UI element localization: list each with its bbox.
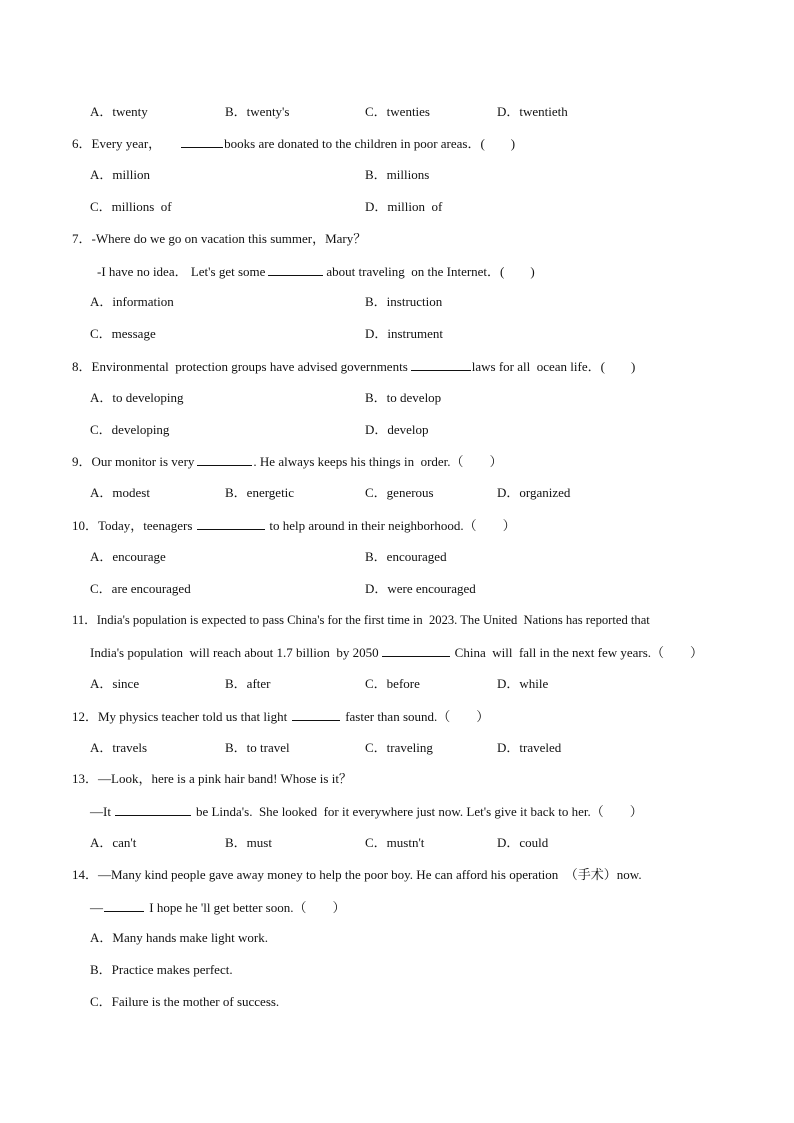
q13-stem-start: —It [90, 804, 111, 819]
q14-dash: — [90, 900, 103, 915]
q14-option-a: A．Many hands make light work. [90, 930, 269, 945]
q12-option-a: A．travels [90, 740, 148, 755]
question-8 [72, 358, 635, 375]
q14-blank [104, 899, 144, 912]
q8-stem-end: laws for all ocean life．( ) [471, 359, 636, 374]
q6-stem-end: books are donated to the children in poor areas．( ) [224, 136, 516, 151]
q9-blank [197, 453, 252, 466]
q10-blank [197, 517, 265, 530]
q5-option-b: B．twenty's [225, 104, 290, 119]
q10-option-c: C．are encouraged [90, 581, 191, 596]
q8-option-c: C．developing [90, 422, 170, 437]
q7-stem-start: -I have no idea． Let's get some [97, 264, 266, 279]
question-13-line-1: 13．—Look，here is a pink hair band! Whose is it？ [72, 771, 352, 786]
q6-option-c: C．millions of [90, 199, 172, 214]
question-11-line-1: 11．India's population is expected to pass China's for the first time in 2023. The United Nations has reported that [72, 613, 650, 627]
q7-stem-end: about traveling on the Internet．( ) [326, 264, 535, 279]
q12-stem-end: faster than sound.（ ） [345, 709, 490, 724]
q14-option-c: C．Failure is the mother of success. [90, 994, 280, 1009]
q12-blank [292, 708, 340, 721]
question-11-line-2 [90, 644, 703, 661]
q10-stem-end: to help around in their neighborhood.（ ） [269, 518, 516, 533]
question-10 [72, 517, 516, 534]
q10-option-a: A．encourage [90, 549, 166, 564]
q11-option-a: A．since [90, 676, 140, 691]
q9-option-d: D．organized [497, 485, 571, 500]
q8-stem-start: 8．Environmental protection groups have advised governments [72, 359, 408, 374]
q10-option-d: D．were encouraged [365, 581, 476, 596]
q13-option-d: D．could [497, 835, 549, 850]
q10-stem-start: 10．Today，teenagers [72, 518, 193, 533]
q9-option-c: C．generous [365, 485, 434, 500]
q7-option-d: D．instrument [365, 326, 443, 341]
question-14-line-2 [90, 899, 345, 916]
q11-option-b: B．after [225, 676, 271, 691]
q9-stem-start: 9．Our monitor is very [72, 454, 195, 469]
q13-option-a: A．can't [90, 835, 137, 850]
q6-option-a: A．million [90, 167, 150, 182]
q8-blank [411, 358, 471, 371]
q9-stem-end: . He always keeps his things in order.（ ） [253, 454, 503, 469]
q11-stem-start: India's population will reach about 1.7 billion by 2050 [90, 645, 379, 660]
q12-option-b: B．to travel [225, 740, 290, 755]
q8-option-a: A．to developing [90, 390, 184, 405]
q9-option-a: A．modest [90, 485, 150, 500]
question-6 [72, 135, 515, 152]
q5-option-d: D．twentieth [497, 104, 568, 119]
q8-option-d: D．develop [365, 422, 429, 437]
q14-option-b: B．Practice makes perfect. [90, 962, 233, 977]
q12-stem-start: 12．My physics teacher told us that light [72, 709, 288, 724]
question-9 [72, 453, 503, 470]
question-12 [72, 708, 489, 725]
q11-blank [382, 644, 450, 657]
q7-blank [268, 263, 323, 276]
q5-option-a: A．twenty [90, 104, 148, 119]
q12-option-c: C．traveling [365, 740, 433, 755]
q13-stem-end: be Linda's. She looked for it everywhere just now. Let's give it back to her.（ ） [195, 804, 643, 819]
question-13-line-2 [90, 803, 643, 820]
q7-option-c: C．message [90, 326, 156, 341]
q10-option-b: B．encouraged [365, 549, 447, 564]
q7-option-b: B．instruction [365, 294, 443, 309]
q11-option-c: C．before [365, 676, 420, 691]
question-14-line-1: 14．—Many kind people gave away money to help the poor boy. He can afford his operation （手术）now. [72, 867, 642, 882]
q8-option-b: B．to develop [365, 390, 442, 405]
q6-option-b: B．millions [365, 167, 430, 182]
q11-option-d: D．while [497, 676, 549, 691]
q6-blank [181, 135, 223, 148]
question-7-line-1: 7．-Where do we go on vacation this summer，Mary？ [72, 231, 367, 246]
q13-blank [115, 803, 191, 816]
q6-option-d: D．million of [365, 199, 443, 214]
q6-stem-start: 6．Every year， [72, 136, 162, 151]
q5-option-c: C．twenties [365, 104, 430, 119]
q14-stem-end: I hope he 'll get better soon.（ ） [146, 900, 346, 915]
q13-option-b: B．must [225, 835, 272, 850]
question-7-line-2 [97, 263, 535, 280]
q11-stem-end: China will fall in the next few years.（ ） [454, 645, 704, 660]
q9-option-b: B．energetic [225, 485, 295, 500]
q7-option-a: A．information [90, 294, 174, 309]
q12-option-d: D．traveled [497, 740, 562, 755]
q13-option-c: C．mustn't [365, 835, 425, 850]
